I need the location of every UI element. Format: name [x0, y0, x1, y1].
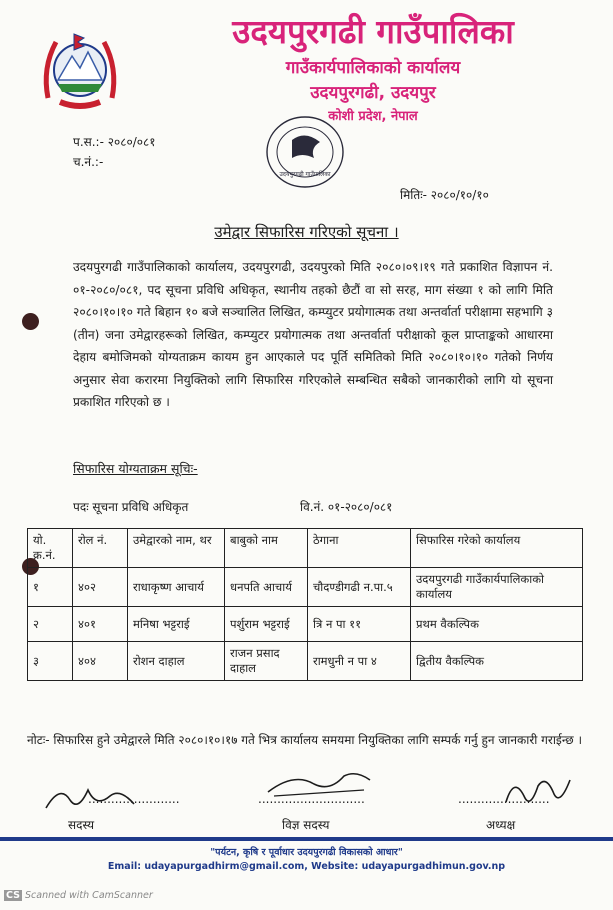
candidate-table	[27, 528, 583, 681]
office-place: उदयपुरगढी, उदयपुर	[310, 83, 436, 103]
scanner-watermark	[4, 890, 153, 901]
table-cell: ३	[28, 642, 73, 681]
signature-label-chairperson: अध्यक्ष	[486, 818, 516, 832]
col-header: उमेद्वारको नाम, थर	[128, 529, 225, 568]
table-header-row	[28, 529, 583, 568]
punch-hole	[22, 313, 39, 330]
signature-label-member: सदस्य	[68, 818, 95, 832]
table-cell: द्वितीय वैकल्पिक	[411, 642, 583, 681]
table-cell: मनिषा भट्टराई	[128, 607, 225, 642]
table-cell: ४०४	[73, 642, 128, 681]
letter-date: मितिः- २०८०/१०/१०	[400, 188, 489, 202]
col-header: रोल नं.	[73, 529, 128, 568]
table-cell: उदयपुरगढी गाउँकार्यपालिकाको कार्यालय	[411, 568, 583, 607]
notice-body: उदयपुरगढी गाउँपालिकाको कार्यालय, उदयपुरगढी, उदयपुरको मिति २०८०।०९।१९ गते प्रकाशित विज्ञापन नं. ०१-२०८०/०८१, पद सूचना प्रविधि अधिकृत, स्थानीय तहको छैटौं वा सो सरह, माग संख्या १ को लागि मिति २०८०।१०।१० गते बिहान १० बजे सञ्चालित लिखित, कम्प्युटर प्रयोगात्मक तथा अन्तर्वार्ता परीक्षामा सहभागि ३ (तीन) जना उमेद्वारहरूको लिखित, कम्प्युटर प्रयोगात्मक तथा अन्तर्वार्ता परीक्षाको कूल प्राप्ताङ्कको आधारमा देहाय बमोजिमको योग्यताक्रम कायम हुन आएकाले पद पूर्ति समितिको मिति २०८०।१०।१० गतेको निर्णय अनुसार सेवा करारमा नियुक्तिको लागि सिफारिस गरिएकोले सम्बन्धित सबैको जानकारीको लागि यो सूचना प्रकाशित गरिएको छ ।	[73, 260, 553, 409]
col-header: यो. क्र.नं.	[28, 529, 73, 568]
table-cell: चौदण्डीगढी न.पा.५	[308, 568, 411, 607]
footer-divider	[0, 837, 613, 841]
footer-contact: Email: udayapurgadhirm@gmail.com, Website: udayapurgadhimun.gov.np	[107, 861, 506, 872]
list-heading: सिफारिस योग्यताक्रम सूचिः-	[73, 461, 198, 476]
notice-title: उमेद्वार सिफारिस गरिएको सूचना ।	[214, 223, 399, 241]
table-cell: राजन प्रसाद दाहाल	[225, 642, 308, 681]
scanner-label: Scanned with CamScanner	[25, 890, 153, 901]
table-cell: राधाकृष्ण आचार्य	[128, 568, 225, 607]
table-cell: रामधुनी न पा ४	[308, 642, 411, 681]
footer-slogan: "पर्यटन, कृषि र पूर्वाधार उदयपुरगढी विकासको आधार"	[210, 847, 403, 858]
dispatch-number: च.नं.:-	[73, 155, 104, 169]
table-cell: १	[28, 568, 73, 607]
office-name: गाउँकार्यपालिकाको कार्यालय	[285, 58, 461, 78]
province-line: कोशी प्रदेश, नेपाल	[328, 109, 418, 124]
advertisement-number: वि.नं. ०१-२०८०/०८१	[300, 500, 393, 514]
nepal-emblem-icon	[38, 28, 122, 112]
stamp-text: उदयपुरगढी गाउँपालिका	[279, 171, 331, 178]
table-row	[28, 642, 583, 681]
table-cell: धनपति आचार्य	[225, 568, 308, 607]
signature-dots: ........................	[458, 792, 550, 806]
signature-dots: ............................	[258, 792, 365, 806]
org-name: उदयपुरगढी गाउँपालिका	[232, 12, 514, 51]
table-cell: ४०२	[73, 568, 128, 607]
table-cell: प्रथम वैकल्पिक	[411, 607, 583, 642]
table-cell: त्रि न पा ११	[308, 607, 411, 642]
reference-number: प.स.:- २०८०/०८१	[73, 135, 156, 149]
office-stamp	[262, 112, 348, 192]
col-header: सिफारिस गरेको कार्यालय	[411, 529, 583, 568]
note-text: नोटः- सिफारिस हुने उमेद्वारले मिति २०८०।१०।१७ गते भित्र कार्यालय समयमा नियुक्तिका लागि सम्पर्क गर्नु हुन जानकारी गराईन्छ ।	[27, 733, 583, 747]
signature-dots: ........................	[88, 792, 180, 806]
table-row	[28, 568, 583, 607]
signature-label-expert-member: विज्ञ सदस्य	[282, 818, 330, 832]
post-label: पदः सूचना प्रविधि अधिकृत	[73, 500, 189, 514]
table-cell: पर्शुराम भट्टराई	[225, 607, 308, 642]
table-cell: ४०१	[73, 607, 128, 642]
table-cell: रोशन दाहाल	[128, 642, 225, 681]
table-cell: २	[28, 607, 73, 642]
table-row	[28, 607, 583, 642]
col-header: ठेगाना	[308, 529, 411, 568]
col-header: बाबुको नाम	[225, 529, 308, 568]
camscanner-icon: CS	[6, 890, 20, 901]
